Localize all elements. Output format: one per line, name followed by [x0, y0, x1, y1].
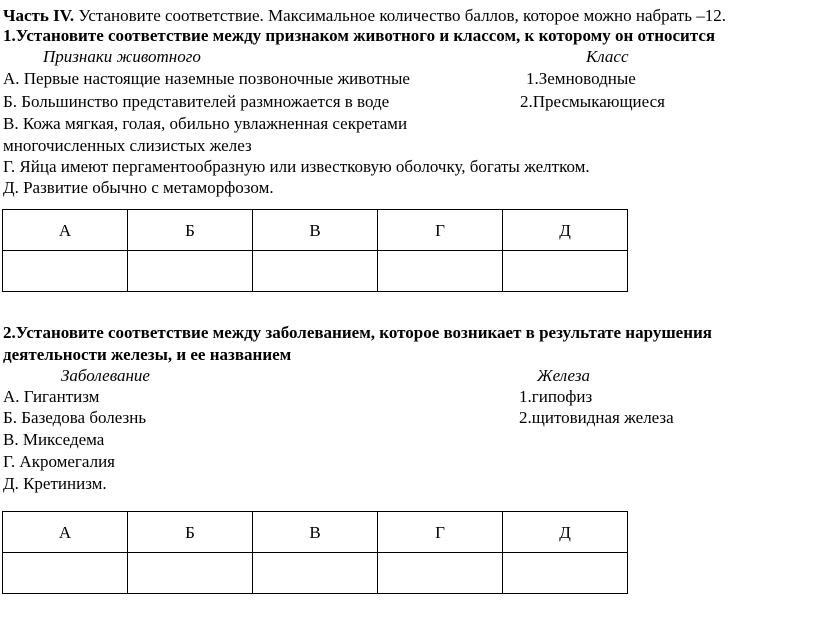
- task2-title-line1: 2.Установите соответствие между заболеванием, которое возникает в результате нарушения: [3, 323, 713, 342]
- table-header-cell: А: [3, 512, 128, 553]
- table-header-row: [3, 512, 628, 553]
- answer-cell-d[interactable]: [503, 553, 628, 594]
- answer-cell-a[interactable]: [3, 251, 128, 292]
- task2-item-a: А. Гигантизм: [3, 387, 100, 406]
- task1-option-1: 1.Земноводные: [526, 69, 636, 88]
- task1-item-v: В. Кожа мягкая, голая, обильно увлажненная секретами: [3, 114, 408, 133]
- part-heading-bold: Часть IV.: [3, 6, 75, 25]
- table-header-cell: В: [253, 512, 378, 553]
- task1-answer-table: [2, 209, 628, 292]
- answer-cell-d[interactable]: [503, 251, 628, 292]
- task2-title-line2: деятельности железы, и ее названием: [3, 345, 292, 364]
- answer-cell-g[interactable]: [378, 251, 503, 292]
- answer-cell-b[interactable]: [128, 251, 253, 292]
- task2-item-g: Г. Акромегалия: [3, 452, 115, 471]
- task2-option-1: 1.гипофиз: [519, 387, 593, 406]
- table-header-cell: Б: [128, 210, 253, 251]
- task2-item-v: В. Микседема: [3, 430, 105, 449]
- task2-answer-table: [2, 511, 628, 594]
- task2-item-d: Д. Кретинизм.: [3, 474, 107, 493]
- table-header-cell: Д: [503, 512, 628, 553]
- task1-item-d: Д. Развитие обычно с метаморфозом.: [3, 178, 274, 197]
- task1-item-v-cont: многочисленных слизистых желез: [3, 136, 252, 155]
- task1-item-b: Б. Большинство представителей размножается в воде: [3, 92, 390, 111]
- task2-option-2: 2.щитовидная железа: [519, 408, 674, 427]
- table-header-cell: Д: [503, 210, 628, 251]
- task1-item-g: Г. Яйца имеют пергаментообразную или известковую оболочку, богаты желтком.: [3, 157, 590, 176]
- answer-cell-g[interactable]: [378, 553, 503, 594]
- table-header-cell: В: [253, 210, 378, 251]
- task2-col-left: Заболевание: [61, 366, 150, 385]
- task2-item-b: Б. Базедова болезнь: [3, 408, 147, 427]
- answer-cell-v[interactable]: [253, 553, 378, 594]
- task1-title: 1.Установите соответствие между признаком животного и классом, к которому он относится: [3, 26, 716, 45]
- task1-col-left: Признаки животного: [43, 47, 201, 66]
- table-answer-row: [3, 251, 628, 292]
- table-header-row: [3, 210, 628, 251]
- task1-col-right: Класс: [586, 47, 629, 66]
- answer-cell-v[interactable]: [253, 251, 378, 292]
- task1-option-2: 2.Пресмыкающиеся: [520, 92, 665, 111]
- table-answer-row: [3, 553, 628, 594]
- answer-cell-a[interactable]: [3, 553, 128, 594]
- table-header-cell: Г: [378, 210, 503, 251]
- table-header-cell: А: [3, 210, 128, 251]
- table-header-cell: Б: [128, 512, 253, 553]
- task1-item-a: А. Первые настоящие наземные позвоночные животные: [3, 69, 410, 88]
- task2-col-right: Железа: [537, 366, 590, 385]
- answer-cell-b[interactable]: [128, 553, 253, 594]
- part-heading-text: Установите соответствие. Максимальное количество баллов, которое можно набрать –12.: [74, 6, 726, 25]
- table-header-cell: Г: [378, 512, 503, 553]
